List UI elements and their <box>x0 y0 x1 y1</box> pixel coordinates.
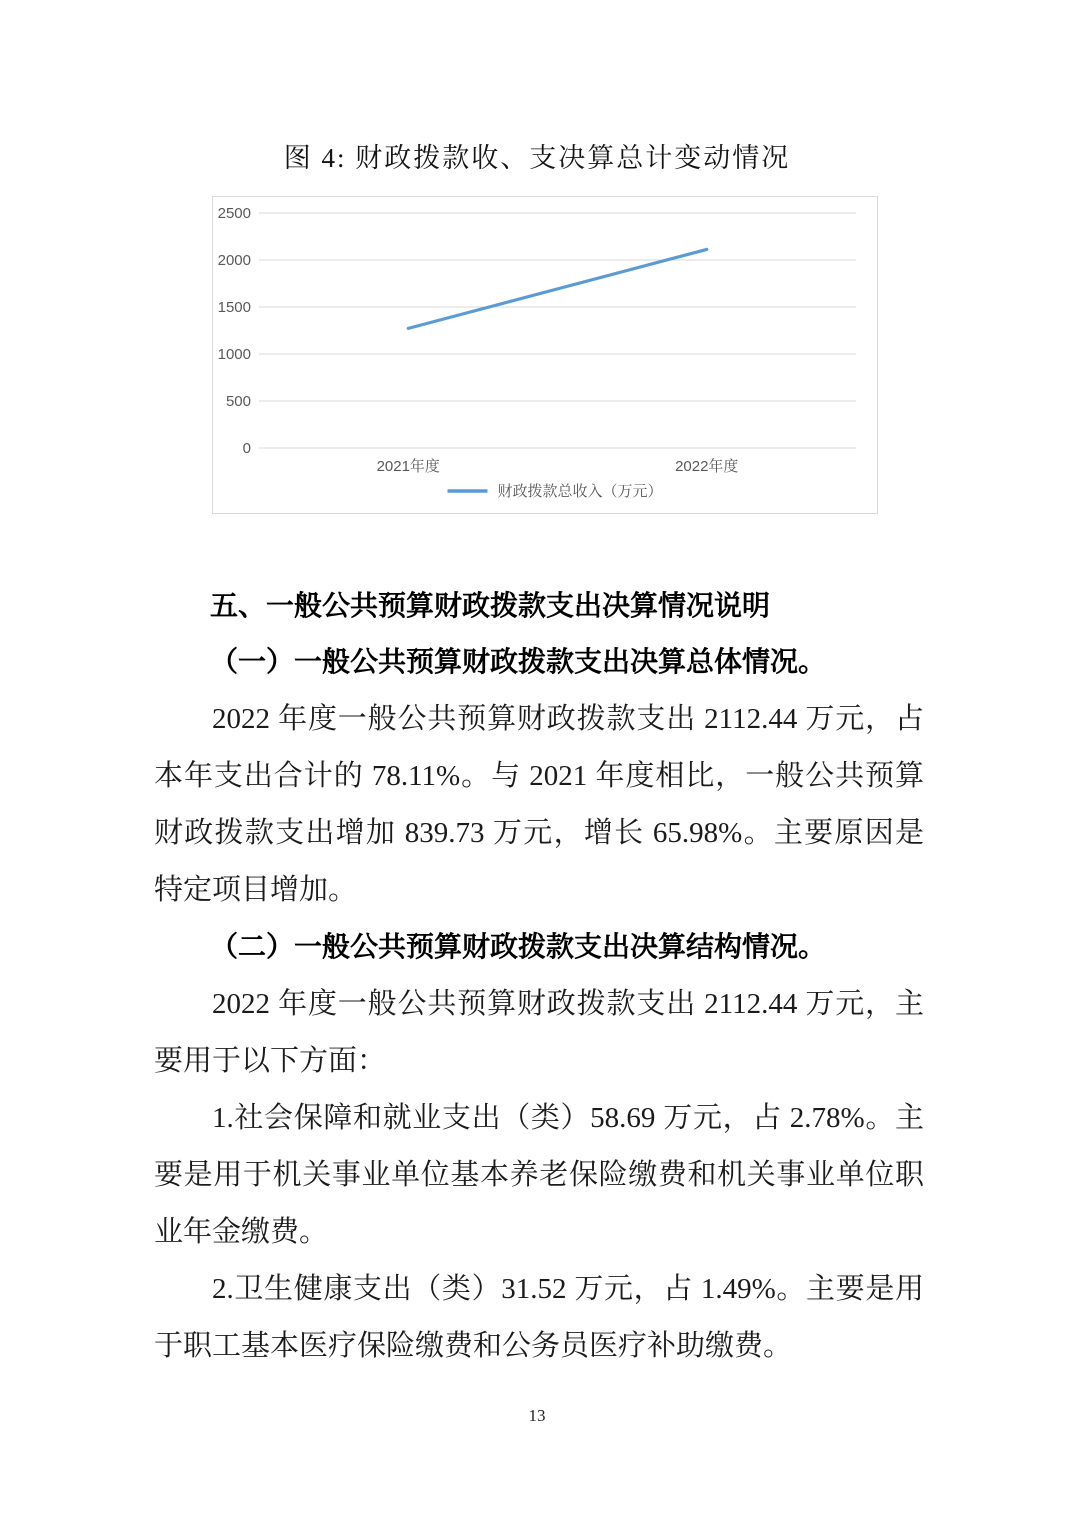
subsection-1-heading: （一）一般公共预算财政拨款支出决算总体情况。 <box>210 647 827 678</box>
subsection-2-heading: （二）一般公共预算财政拨款支出决算结构情况。 <box>210 932 827 963</box>
list-item-social-security: 1.社会保障和就业支出（类）58.69 万元，占 2.78%。主要是用于机关事业单位基本养老保险缴费和机关事业单位职业年金缴费。 <box>154 1102 924 1248</box>
svg-text:1500: 1500 <box>217 299 251 316</box>
svg-text:财政拨款总收入（万元）: 财政拨款总收入（万元） <box>497 483 663 500</box>
svg-text:1000: 1000 <box>217 346 251 363</box>
paragraph-overview: 2022 年度一般公共预算财政拨款支出 2112.44 万元，占本年支出合计的 78.11%。与 2021 年度相比，一般公共预算财政拨款支出增加 839.73 万元，增长 65.98%。主要原因是特定项目增加。 <box>154 703 924 906</box>
paragraph-structure: 2022 年度一般公共预算财政拨款支出 2112.44 万元，主要用于以下方面： <box>154 988 924 1077</box>
svg-text:2022年度: 2022年度 <box>675 458 739 475</box>
figure-chart-svg <box>213 197 877 513</box>
svg-text:0: 0 <box>242 440 251 457</box>
section-heading: 五、一般公共预算财政拨款支出决算情况说明 <box>210 590 771 621</box>
document-body <box>154 577 924 1375</box>
svg-text:500: 500 <box>225 393 251 410</box>
svg-text:2000: 2000 <box>217 252 251 269</box>
page-number: 13 <box>528 1406 546 1425</box>
list-item-health: 2.卫生健康支出（类）31.52 万元，占 1.49%。主要是用于职工基本医疗保险缴费和公务员医疗补助缴费。 <box>154 1273 924 1362</box>
svg-text:2500: 2500 <box>217 205 251 222</box>
figure-chart <box>212 196 878 514</box>
figure-title: 图 4: 财政拨款收、支决算总计变动情况 <box>283 143 791 173</box>
svg-text:2021年度: 2021年度 <box>376 458 440 475</box>
